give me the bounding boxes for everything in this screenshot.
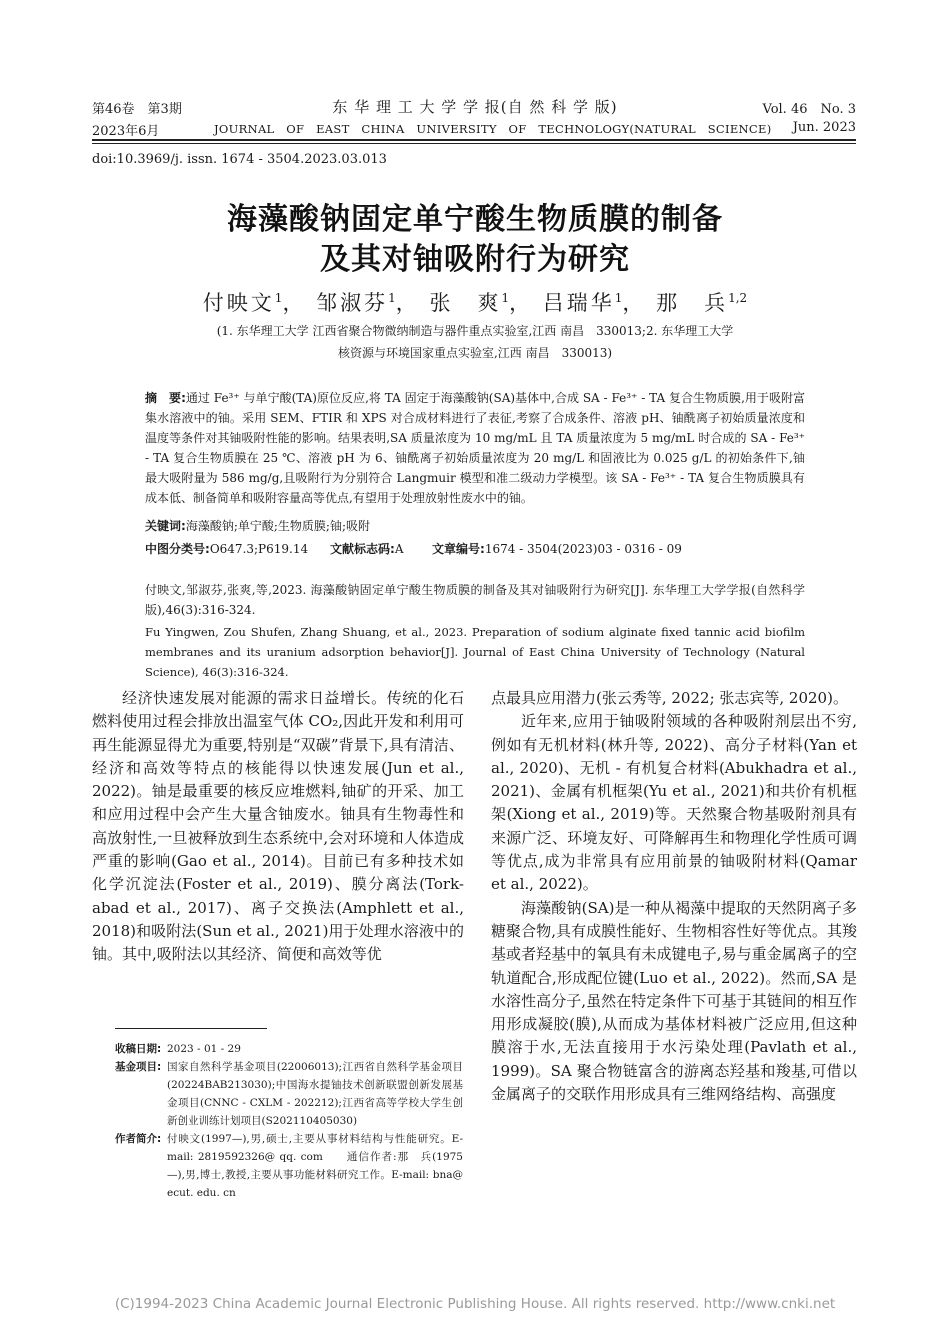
- clc-number: [145, 540, 308, 557]
- article-number: [432, 540, 682, 557]
- author-affil-mark: 1,2: [728, 291, 748, 305]
- body-paragraph: 点最具应用潜力(张云秀等, 2022; 张志宾等, 2020)。: [491, 689, 848, 707]
- paper-title-line2: 及其对铀吸附行为研究: [320, 242, 630, 277]
- author-name: 吕瑞华: [542, 291, 615, 315]
- doi: doi:10.3969/j. issn. 1674 - 3504.2023.03.013: [92, 152, 387, 167]
- article-number-label: 文章编号:: [432, 542, 485, 556]
- body-left-column: [92, 687, 464, 967]
- author-bio-text: 付映文(1997—),男,硕士,主要从事材料结构与性能研究。E-mail: 2819592326@ qq. com 通信作者:那 兵(1975—),男,博士,教授,主要从事功能材料研究工作。E-mail: bna@ ecut. edu. cn: [167, 1133, 463, 1199]
- author-bio-label: 作者简介:: [115, 1133, 162, 1145]
- funding-text: 国家自然科学基金项目(22006013);江西省自然科学基金项目(20224BAB213030);中国海水提铀技术创新联盟创新发展基金项目(CNNC - CXLM - 202212);江西省高等学校大学生创新创业训练计划项目(S202110405030): [167, 1061, 463, 1127]
- clc-label: 中图分类号:: [145, 542, 210, 556]
- copyright-notice: (C)1994-2023 China Academic Journal Electronic Publishing House. All rights reserved. http://www.cnki.net: [114, 1296, 836, 1312]
- author-affil-mark: 1: [501, 291, 510, 305]
- funding-label: 基金项目:: [115, 1061, 162, 1073]
- author-list: 付映文$^1$， 邹淑芬$^1$， 张 爽$^1$， 吕瑞华$^1$， 那 兵$^{1,2}$: [202, 291, 748, 315]
- abstract-text: 通过 Fe³⁺ 与单宁酸(TA)原位反应,将 TA 固定于海藻酸钠(SA)基体中,合成 SA - Fe³⁺ - TA 复合生物质膜,用于吸附富集水溶液中的铀。采用 SEM、FTIR 和 XPS 对合成材料进行了表征,考察了合成条件、溶液 pH、铀酰离子初始质量浓度和温度等条件对其铀吸附性能的影响。结果表明,SA 质量浓度为 10 mg/mL 且 TA 质量浓度为 5 mg/mL 时合成的 SA - Fe³⁺ - TA 复合生物质膜在 25 ℃、溶液 pH 为 6、铀酰离子初始质量浓度为 20 mg/L 和固液比为 0.025 g/L 的初始条件下,铀最大吸附量为 586 mg/g,且吸附行为分别符合 Langmuir 模型和准二级动力学模型。该 SA - Fe³⁺ - TA 复合生物质膜具有成本低、制备简单和吸附容量高等优点,有望用于处理放射性废水中的铀。: [145, 391, 805, 505]
- author-name: 付映文: [202, 291, 275, 315]
- affiliation-line1: (1. 东华理工大学 江西省聚合物微纳制造与器件重点实验室,江西 南昌 330013;2. 东华理工大学: [216, 324, 734, 338]
- author-name: 邹淑芬: [316, 291, 389, 315]
- clc-value: O647.3;P619.14: [209, 542, 309, 556]
- header-rule: [92, 139, 856, 141]
- keywords-text: 海藻酸钠;单宁酸;生物质膜;铀;吸附: [185, 519, 370, 533]
- body-right-column: [491, 687, 857, 1106]
- keywords-label: 关键词:: [145, 519, 186, 533]
- paper-title-line1: 海藻酸钠固定单宁酸生物质膜的制备: [227, 202, 723, 237]
- volume-issue-cn: 第46卷 第3期: [92, 102, 182, 117]
- author-affil-mark: 1: [614, 291, 623, 305]
- citation-en: Fu Yingwen, Zou Shufen, Zhang Shuang, et al., 2023. Preparation of sodium alginate fixed tannic acid biofilm membranes and its uranium adsorption behavior[J]. Journal of East China University of Technology (Natural Science), 46(3):316-324.: [145, 625, 805, 679]
- footnote-funding: [115, 1058, 463, 1130]
- journal-name-cn: 东 华 理 工 大 学 学 报(自 然 科 学 版): [332, 98, 618, 116]
- abstract-label: 摘 要:: [145, 391, 186, 405]
- doc-code-value: A: [394, 542, 404, 556]
- author-name: 那 兵: [656, 291, 729, 315]
- date-cn: 2023年6月: [92, 124, 160, 139]
- footnote-author-bio: [115, 1130, 463, 1202]
- received-date: 2023 - 01 - 29: [167, 1043, 241, 1055]
- doc-code-label: 文献标志码:: [330, 542, 395, 556]
- body-paragraph: 近年来,应用于铀吸附领域的各种吸附剂层出不穷,例如有无机材料(林升等, 2022)、高分子材料(Yan et al., 2020)、无机 - 有机复合材料(Abukhadra et al., 2021)、金属有机框架(Yu et al., 2021)和共价有机框架(Xiong et al., 2019)等。天然聚合物基吸附剂具有来源广泛、环境友好、可降解再生和物理化学性质可调等优点,成为非常具有应用前景的铀吸附材料(Qamar et al., 2022)。: [491, 712, 857, 894]
- body-paragraph: 海藻酸钠(SA)是一种从褐藻中提取的天然阴离子多糖聚合物,具有成膜性能好、生物相容性好等优点。其羧基或者羟基中的氧具有未成键电子,易与重金属离子的空轨道配合,形成配位键(Luo et al., 2022)。然而,SA 是水溶性高分子,虽然在特定条件下可基于其链间的相互作用形成凝胶(膜),从而成为基体材料被广泛应用,但这种膜溶于水,无法直接用于水污染处理(Pavlath et al., 1999)。SA 聚合物链富含的游离态羟基和羧基,可借以金属离子的交联作用形成具有三维网络结构、高强度: [491, 898, 857, 1104]
- citation-cn: 付映文,邹淑芬,张爽,等,2023. 海藻酸钠固定单宁酸生物质膜的制备及其对铀吸附行为研究[J]. 东华理工大学学报(自然科学版),46(3):316-324.: [145, 583, 805, 617]
- date-en: Jun. 2023: [792, 120, 856, 135]
- journal-name-en: JOURNAL OF EAST CHINA UNIVERSITY OF TECHNOLOGY(NATURAL SCIENCE): [214, 122, 772, 136]
- author-name: 张 爽: [429, 291, 502, 315]
- document-code: [330, 540, 403, 557]
- article-number-value: 1674 - 3504(2023)03 - 0316 - 09: [484, 542, 682, 556]
- header-rule-thin: [92, 143, 856, 144]
- footnote-received: [115, 1040, 463, 1058]
- body-paragraph: 经济快速发展对能源的需求日益增长。传统的化石燃料使用过程会排放出温室气体 CO₂,因此开发和利用可再生能源显得尤为重要,特别是“双碳”背景下,具有清洁、经济和高效等特点的核能得以快速发展(Jun et al., 2022)。铀是最重要的核反应堆燃料,铀矿的开采、加工和应用过程中会产生大量含铀废水。铀具有生物毒性和高放射性,一旦被释放到生态系统中,会对环境和人体造成严重的影响(Gao et al., 2014)。目前已有多种技术如化学沉淀法(Foster et al., 2019)、膜分离法(Tork-abad et al., 2017)、离子交换法(Amphlett et al., 2018)和吸附法(Sun et al., 2021)用于处理水溶液中的铀。其中,吸附法以其经济、简便和高效等优: [92, 689, 464, 964]
- affiliation-line2: 核资源与环境国家重点实验室,江西 南昌 330013): [337, 346, 613, 360]
- footnote-rule: [115, 1028, 267, 1029]
- abstract: [145, 388, 805, 508]
- keywords: [145, 516, 805, 536]
- received-label: 收稿日期:: [115, 1043, 162, 1055]
- author-affil-mark: 1: [274, 291, 283, 305]
- author-affil-mark: 1: [388, 291, 396, 305]
- volume-issue-en: Vol. 46 No. 3: [762, 102, 856, 117]
- footnotes: [115, 1040, 463, 1202]
